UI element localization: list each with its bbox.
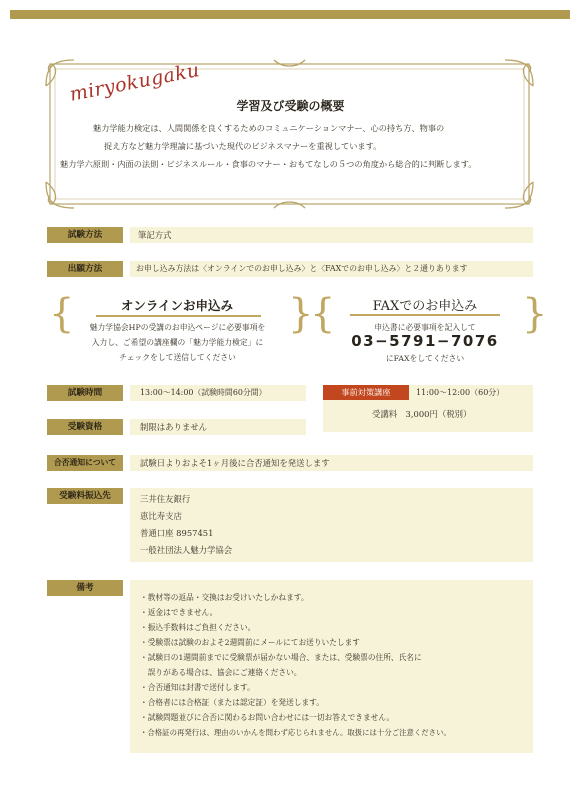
fax-line-2: にFAXをしてください [385, 354, 465, 363]
label-exam-time: 試験時間 [47, 385, 123, 401]
remark-1: ・教材等の返品・交換はお受けいたしかねます。 [140, 593, 309, 602]
remark-4: ・受験票は試験のおよそ2週間前にメールにてお送りいたします [140, 638, 360, 647]
exam-time-value: 13:00〜14:00（試験時間60分間） [140, 388, 267, 397]
online-line-3: チェックをして送信してください [119, 353, 236, 362]
label-application-method: 出願方法 [47, 261, 123, 277]
bank-account: 普通口座 8957451 [140, 528, 214, 538]
fax-title: FAXでのお申込み [372, 299, 478, 314]
top-gold-bar [10, 10, 570, 19]
exam-time-field [130, 385, 306, 401]
exam-method-field [130, 227, 533, 243]
remark-5: ・試験日の1週間前までに受験票が届かない場合、または、受験票の住所、氏名に [140, 653, 422, 662]
remark-7: ・合否通知は封書で送付します。 [140, 683, 255, 692]
fax-number: 03−5791−7076 [351, 332, 499, 350]
intro-line-2: 捉え方など魅力学理論に基づいた現代のビジネスマナーを重視しています。 [104, 141, 382, 151]
remark-2: ・返金はできません。 [140, 608, 218, 617]
bank-account-holder: 一般社団法人魅力学協会 [140, 545, 233, 555]
remark-10: ・合格証の再発行は、理由のいかんを問わず応じられません。取扱には十分ご注意ください。 [140, 728, 451, 737]
online-title-underline [96, 315, 261, 317]
label-result-notice: 合否通知について [47, 455, 123, 471]
left-brace-close: } [288, 291, 314, 337]
prep-course-label: 事前対策講座 [323, 385, 409, 400]
application-method-field [130, 261, 533, 277]
bank-name: 三井住友銀行 [140, 494, 191, 504]
exam-method-value: 筆記方式 [138, 230, 172, 240]
remark-3: ・振込手数料はご負担ください。 [140, 623, 256, 632]
left-brace-open: { [49, 291, 75, 337]
label-eligibility: 受験資格 [47, 419, 123, 435]
online-title: オンラインお申込み [120, 298, 234, 313]
fax-line-1: 申込書に必要事項を記入して [374, 323, 476, 332]
online-line-2: 入力し、ご希望の講座欄の「魅力学能力検定」に [91, 338, 264, 347]
label-bank-transfer: 受験料振込先 [47, 488, 123, 504]
remark-8: ・合格者には合格証（または認定証）を発送します。 [140, 698, 324, 707]
remark-6: 誤りがある場合は、協会にご連絡ください。 [140, 668, 302, 677]
right-brace-close: } [522, 291, 548, 337]
label-remarks: 備考 [47, 580, 123, 596]
bank-transfer-box [130, 488, 533, 562]
logo-miryokugaku: miryokugaku [67, 59, 202, 106]
remarks-box [130, 580, 533, 753]
right-brace-open: { [310, 291, 336, 337]
remark-9: ・試験問題並びに合否に関わるお問い合わせには一切お答えできません。 [140, 713, 395, 722]
online-line-1: 魅力学協会HPの受講のお申込ページに必要事項を [89, 323, 266, 332]
label-exam-method: 試験方法 [47, 227, 123, 243]
intro-line-1: 魅力学能力検定は、人間関係を良くするためのコミュニケーションマナー、心の持ち方、物事の [93, 123, 445, 133]
prep-course-fee: 受講料 3,000円（税別） [372, 409, 472, 419]
result-notice-field [130, 455, 533, 471]
eligibility-field [130, 419, 306, 435]
eligibility-value: 制限はありません [140, 422, 207, 432]
application-method-value: お申し込み方法は〈オンラインでのお申し込み〉と〈FAXでのお申し込み〉と２通りあります [136, 264, 468, 273]
result-notice-value: 試験日よりおよそ1ヶ月後に合否通知を発送します [140, 458, 330, 468]
prep-course-time: 11:00〜12:00（60分） [416, 388, 505, 397]
bank-branch: 恵比寿支店 [140, 511, 182, 521]
intro-line-3: 魅力学六原則・内面の法則・ビジネスルール・食事のマナー・おもてなしの５つの角度から総合的に判断します。 [60, 159, 477, 169]
intro-title: 学習及び受験の概要 [236, 99, 345, 113]
fax-title-underline [350, 314, 500, 316]
